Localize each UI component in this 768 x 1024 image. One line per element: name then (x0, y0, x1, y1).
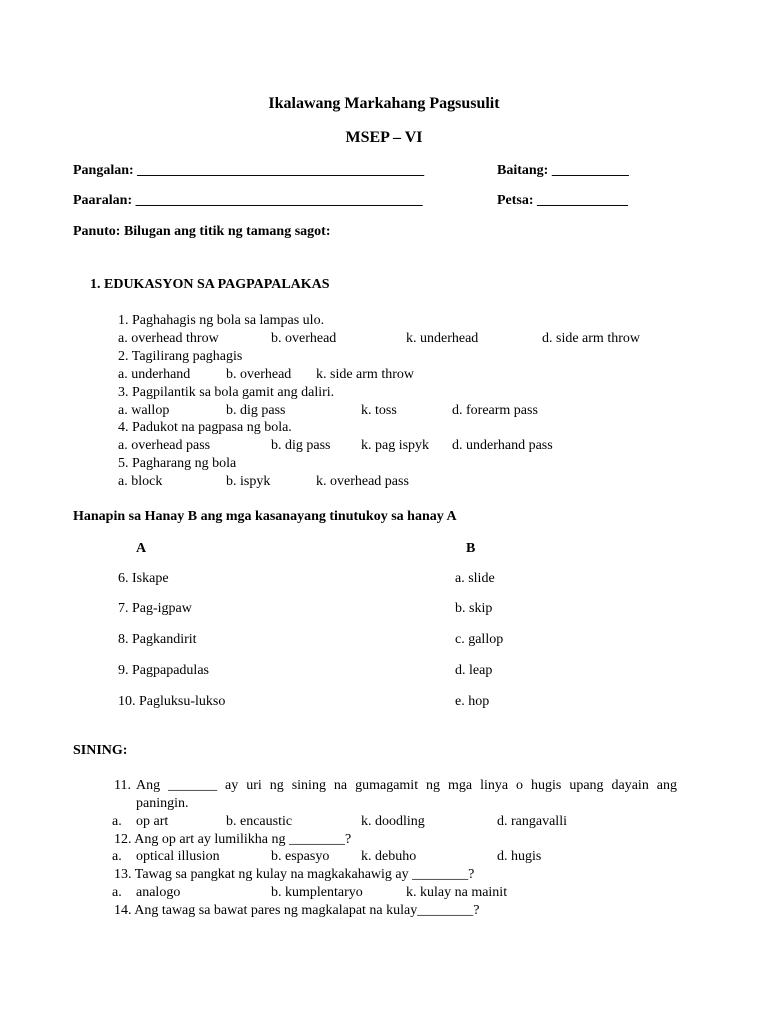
grade-field: Baitang: ___________ (497, 163, 629, 178)
choice-a: optical illusion (136, 849, 220, 864)
choice-k: k. overhead pass (316, 474, 409, 489)
matching-item-a: 10. Pagluksu-lukso (118, 694, 226, 709)
matching-item-b: b. skip (455, 601, 493, 616)
matching-item-b: c. gallop (455, 632, 504, 647)
choice-a: a. wallop (118, 403, 170, 418)
choice-d: d. hugis (497, 849, 542, 864)
matching-item-a: 7. Pag-igpaw (118, 601, 192, 616)
choice-k: k. debuho (361, 849, 417, 864)
matching-item-b: e. hop (455, 694, 490, 709)
choice-d: d. forearm pass (452, 403, 538, 418)
question-text: 12. Ang op art ay lumilikha ng ________? (114, 832, 352, 847)
question-text: 4. Padukot na pagpasa ng bola. (118, 420, 292, 435)
choice-a: analogo (136, 885, 181, 900)
question-text: 3. Pagpilantik sa bola gamit ang daliri. (118, 385, 335, 400)
matching-item-b: a. slide (455, 571, 495, 586)
section-heading-edukasyon: 1. EDUKASYON SA PAGPAPALAKAS (90, 277, 330, 292)
choice-b: b. dig pass (271, 438, 331, 453)
choice-a: a. block (118, 474, 163, 489)
question-text: Ang _______ ay uri ng sining na gumagamit ng mga linya o hugis upang dayain ang (136, 778, 677, 793)
choice-b: b. overhead (271, 331, 337, 346)
matching-item-a: 6. Iskape (118, 571, 169, 586)
choice-b: b. overhead (226, 367, 292, 382)
choice-k: k. side arm throw (316, 367, 414, 382)
instruction-text: Panuto: Bilugan ang titik ng tamang sagot: (73, 224, 331, 239)
choice-a: a. overhead pass (118, 438, 211, 453)
choice-a-letter: a. (112, 885, 122, 900)
question-text: 13. Tawag sa pangkat ng kulay na magkakahawig ay ________? (114, 867, 475, 882)
choice-b: b. ispyk (226, 474, 271, 489)
question-text-continued: paningin. (136, 796, 189, 811)
choice-a-letter: a. (112, 814, 122, 829)
question-text: 5. Pagharang ng bola (118, 456, 237, 471)
matching-item-b: d. leap (455, 663, 493, 678)
matching-instruction: Hanapin sa Hanay B ang mga kasanayang tinutukoy sa hanay A (73, 509, 457, 524)
choice-k: k. doodling (361, 814, 425, 829)
choice-d: d. rangavalli (497, 814, 567, 829)
choice-k: k. pag ispyk (361, 438, 430, 453)
choice-k: k. underhead (406, 331, 479, 346)
question-text: 14. Ang tawag sa bawat pares ng magkalapat na kulay________? (114, 903, 480, 918)
choice-d: d. side arm throw (542, 331, 640, 346)
choice-b: b. dig pass (226, 403, 286, 418)
name-field: Pangalan: _________________________________________ (73, 163, 425, 178)
school-field: Paaralan: _________________________________________ (73, 193, 423, 208)
choice-k: k. toss (361, 403, 397, 418)
question-text: 2. Tagilirang paghagis (118, 349, 243, 364)
date-field: Petsa: _____________ (497, 193, 629, 208)
column-b-header: B (466, 541, 476, 556)
question-text: 1. Paghahagis ng bola sa lampas ulo. (118, 313, 325, 328)
column-a-header: A (136, 541, 147, 556)
choice-a: op art (136, 814, 169, 829)
section-heading-sining: SINING: (73, 743, 128, 758)
question-number: 11. (114, 778, 131, 793)
choice-a: a. underhand (118, 367, 191, 382)
choice-b: b. kumplentaryo (271, 885, 363, 900)
page-subtitle: MSEP – VI (345, 129, 423, 146)
matching-item-a: 9. Pagpapadulas (118, 663, 209, 678)
choice-d: d. underhand pass (452, 438, 553, 453)
choice-b: b. espasyo (271, 849, 330, 864)
matching-item-a: 8. Pagkandirit (118, 632, 197, 647)
choice-a: a. overhead throw (118, 331, 219, 346)
choice-k: k. kulay na mainit (406, 885, 508, 900)
page-title: Ikalawang Markahang Pagsusulit (268, 95, 500, 112)
choice-b: b. encaustic (226, 814, 293, 829)
choice-a-letter: a. (112, 849, 122, 864)
